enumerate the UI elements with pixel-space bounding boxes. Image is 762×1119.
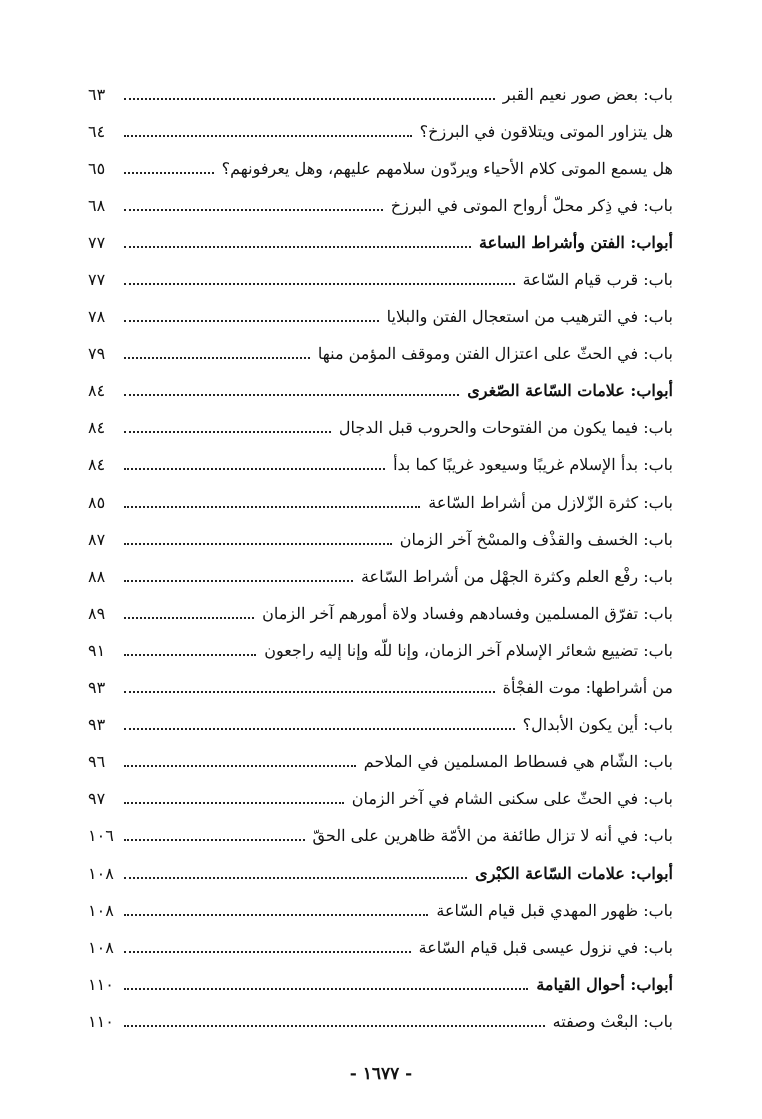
toc-entry-page: ٨٨ — [88, 566, 106, 586]
toc-entry-page: ٧٧ — [88, 270, 106, 290]
dot-leader — [124, 98, 495, 100]
dot-leader — [124, 765, 356, 767]
toc-entry-page: ٨٥ — [88, 492, 106, 512]
toc-section-heading — [88, 966, 673, 1003]
toc-entry-title: هل يتزاور الموتى ويتلاقون في البرزخ؟ — [419, 121, 673, 141]
dot-leader — [124, 468, 385, 470]
toc-entry-page: ٧٩ — [88, 344, 106, 364]
dot-leader — [124, 951, 411, 953]
dot-leader — [124, 543, 392, 545]
toc-entry-title: من أشراطها: موت الفجْأة — [502, 678, 673, 698]
dot-leader — [124, 802, 344, 804]
toc-entry-title: باب: تفرّق المسلمين وفسادهم وفساد ولاة أمورهم آخر الزمان — [262, 603, 673, 623]
toc-entry — [88, 818, 673, 855]
dot-leader — [124, 988, 528, 990]
toc-entry-title: باب: أين يكون الأبدال؟ — [522, 715, 673, 735]
toc-entry-title: باب: في نزول عيسى قبل قيام السّاعة — [418, 937, 673, 957]
toc-entry — [88, 76, 673, 113]
table-of-contents — [88, 76, 673, 1040]
toc-entry — [88, 744, 673, 781]
toc-entry-page: ١٠٨ — [88, 900, 114, 920]
toc-entry — [88, 595, 673, 632]
toc-entry-title: باب: في الحثّ على سكنى الشام في آخر الزمان — [351, 789, 673, 809]
dot-leader — [124, 1025, 545, 1027]
toc-section-heading — [88, 855, 673, 892]
toc-entry-page: ٦٨ — [88, 195, 106, 215]
dot-leader — [124, 839, 305, 841]
toc-entry-title: باب: في الحثّ على اعتزال الفتن وموقف المؤمن منها — [317, 344, 673, 364]
dot-leader — [124, 431, 331, 433]
toc-entry-page: ٩١ — [88, 640, 106, 660]
dot-leader — [124, 172, 214, 174]
toc-entry — [88, 632, 673, 669]
toc-entry-title: باب: كثرة الزّلازل من أشراط السّاعة — [428, 492, 673, 512]
dot-leader — [124, 506, 420, 508]
dot-leader — [124, 617, 254, 619]
toc-entry-page: ١٠٨ — [88, 863, 114, 883]
toc-entry-page: ٨٤ — [88, 455, 106, 475]
toc-entry — [88, 113, 673, 150]
dot-leader — [124, 580, 353, 582]
toc-entry — [88, 1003, 673, 1040]
toc-entry — [88, 892, 673, 929]
toc-entry — [88, 447, 673, 484]
dot-leader — [124, 654, 256, 656]
toc-entry — [88, 558, 673, 595]
page-number: - ١٦٧٧ - — [349, 1064, 413, 1084]
toc-entry-title: أبواب: علامات السّاعة الصّغرى — [467, 381, 673, 401]
toc-entry-page: ٩٧ — [88, 789, 106, 809]
toc-entry-title: باب: بعض صور نعيم القبر — [502, 84, 673, 104]
dot-leader — [124, 246, 471, 248]
toc-entry-title: باب: بدأ الإسلام غريبًا وسيعود غريبًا كما بدأ — [393, 455, 673, 475]
toc-section-heading — [88, 373, 673, 410]
toc-entry-title: باب: في الترهيب من استعجال الفتن والبلايا — [386, 307, 673, 327]
toc-entry — [88, 299, 673, 336]
toc-section-heading — [88, 224, 673, 261]
toc-entry — [88, 781, 673, 818]
toc-entry-page: ٩٣ — [88, 715, 106, 735]
dot-leader — [124, 914, 428, 916]
toc-entry-page: ٧٧ — [88, 232, 106, 252]
toc-entry — [88, 261, 673, 298]
toc-entry-title: باب: في ذِكر محلّ أرواح الموتى في البرزخ — [390, 195, 673, 215]
toc-entry — [88, 336, 673, 373]
dot-leader — [124, 135, 412, 137]
toc-entry-page: ٦٤ — [88, 121, 106, 141]
toc-entry-page: ٧٨ — [88, 307, 106, 327]
toc-entry — [88, 670, 673, 707]
toc-entry — [88, 929, 673, 966]
toc-entry-page: ١١٠ — [88, 974, 114, 994]
toc-entry-page: ٦٥ — [88, 158, 106, 178]
toc-entry-page: ١٠٦ — [88, 826, 114, 846]
toc-entry-title: أبواب: علامات السّاعة الكبْرى — [475, 863, 673, 883]
toc-entry-title: باب: البعْث وصفته — [552, 1011, 673, 1031]
toc-entry-title: باب: تضييع شعائر الإسلام آخر الزمان، وإنا للّه وإنا إليه راجعون — [264, 640, 673, 660]
toc-entry-title: باب: رفْع العلم وكثرة الجهْل من أشراط السّاعة — [360, 566, 673, 586]
toc-entry-title: باب: في أنه لا تزال طائفة من الأمّة ظاهرين على الحقّ — [312, 826, 673, 846]
dot-leader — [124, 320, 379, 322]
toc-entry-page: ٨٩ — [88, 603, 106, 623]
toc-entry-title: باب: الشّام هي فسطاط المسلمين في الملاحم — [363, 752, 673, 772]
dot-leader — [124, 394, 459, 396]
toc-entry-title: باب: الخسف والقذْف والمسْخ آخر الزمان — [399, 529, 673, 549]
toc-entry — [88, 150, 673, 187]
toc-entry-title: أبواب: الفتن وأشراط الساعة — [479, 232, 673, 252]
toc-entry — [88, 410, 673, 447]
toc-entry-page: ١١٠ — [88, 1011, 114, 1031]
toc-entry-title: أبواب: أحوال القيامة — [536, 974, 673, 994]
toc-entry-page: ٦٣ — [88, 84, 106, 104]
toc-entry-page: ٨٤ — [88, 381, 106, 401]
toc-entry — [88, 484, 673, 521]
toc-entry — [88, 707, 673, 744]
toc-entry — [88, 521, 673, 558]
toc-entry-page: ٨٤ — [88, 418, 106, 438]
dot-leader — [124, 877, 467, 879]
dot-leader — [124, 357, 310, 359]
dot-leader — [124, 283, 515, 285]
toc-entry — [88, 187, 673, 224]
toc-entry-page: ٨٧ — [88, 529, 106, 549]
toc-entry-title: باب: قرب قيام السّاعة — [522, 270, 673, 290]
toc-entry-title: هل يسمع الموتى كلام الأحياء ويردّون سلامهم عليهم، وهل يعرفونهم؟ — [221, 158, 673, 178]
toc-entry-page: ١٠٨ — [88, 937, 114, 957]
toc-entry-page: ٩٦ — [88, 752, 106, 772]
dot-leader — [124, 209, 383, 211]
toc-entry-title: باب: فيما يكون من الفتوحات والحروب قبل الدجال — [338, 418, 673, 438]
toc-entry-title: باب: ظهور المهدي قبل قيام السّاعة — [436, 900, 673, 920]
dot-leader — [124, 728, 515, 730]
dot-leader — [124, 691, 495, 693]
toc-entry-page: ٩٣ — [88, 678, 106, 698]
